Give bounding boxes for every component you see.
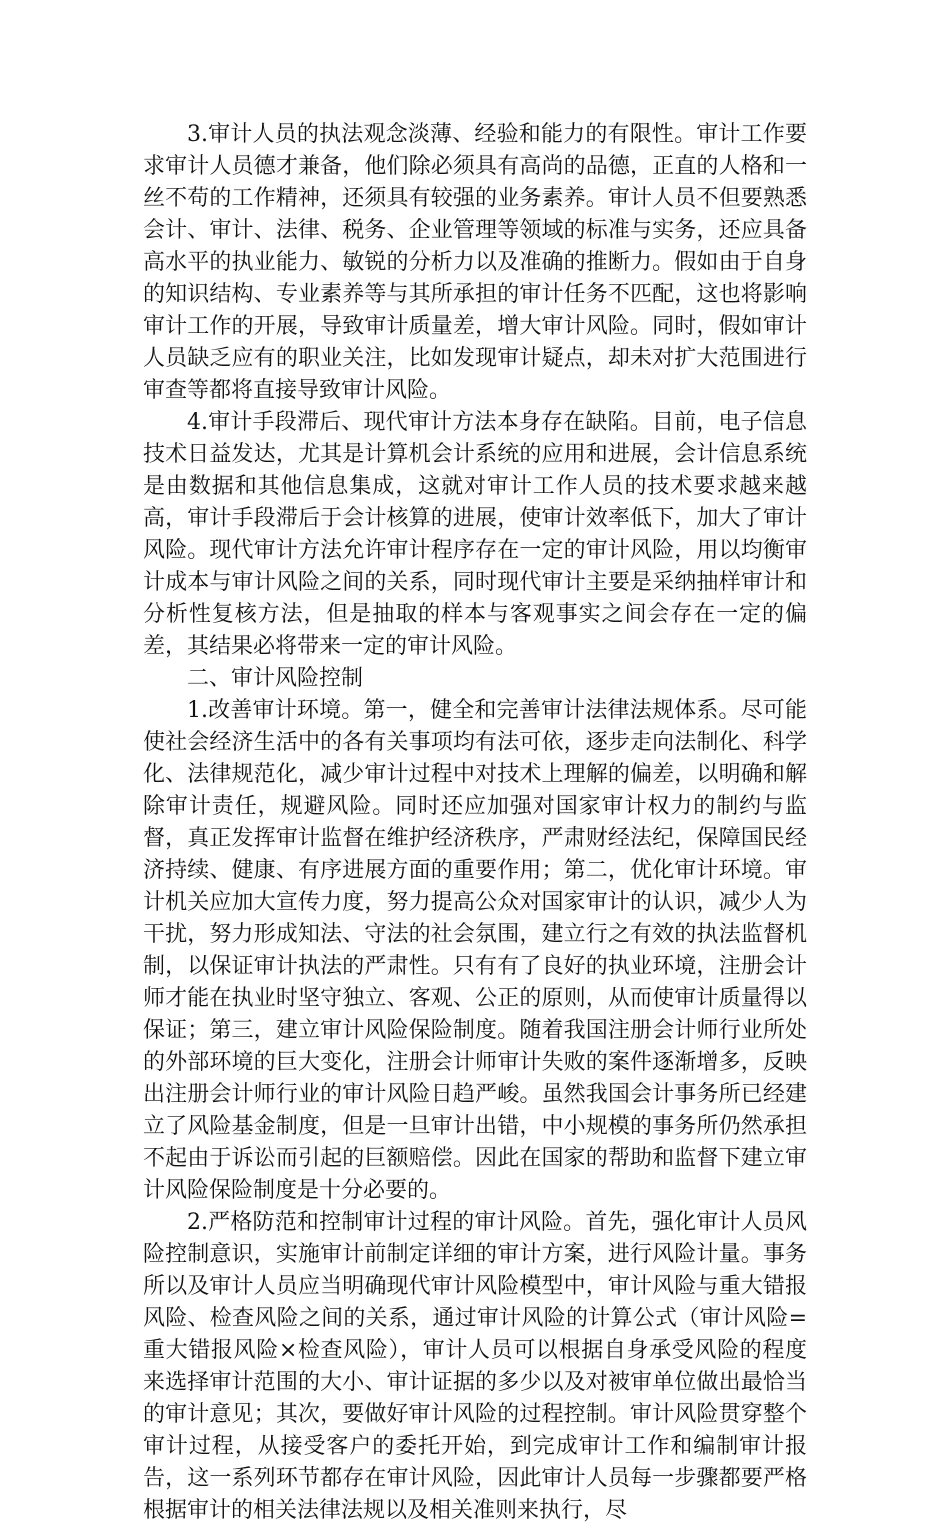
paragraph-control-1: 1.改善审计环境。第一，健全和完善审计法律法规体系。尽可能使社会经济生活中的各有关事项均有法可依，逐步走向法制化、科学化、法律规范化，减少审计过程中对技术上理解的偏差，以明确和解除审计责任，规避风险。同时还应加强对国家审计权力的制约与监督，真正发挥审计监督在维护经济秩序，严肃财经法纪，保障国民经济持续、健康、有序进展方面的重要作用；第二，优化审计环境。审计机关应加大宣传力度，努力提高公众对国家审计的认识，减少人为干扰，努力形成知法、守法的社会氛围，建立行之有效的执法监督机制，以保证审计执法的严肃性。只有有了良好的执业环境，注册会计师才能在执业时坚守独立、客观、公正的原则，从而使审计质量得以保证；第三，建立审计风险保险制度。随着我国注册会计师行业所处的外部环境的巨大变化，注册会计师审计失败的案件逐渐增多，反映出注册会计师行业的审计风险日趋严峻。虽然我国会计事务所已经建立了风险基金制度，但是一旦审计出错，中小规模的事务所仍然承担不起由于诉讼而引起的巨额赔偿。因此在国家的帮助和监督下建立审计风险保险制度是十分必要的。 <box>143 698 807 1203</box>
paragraph-control-2: 2.严格防范和控制审计过程的审计风险。首先，强化审计人员风险控制意识，实施审计前制定详细的审计方案，进行风险计量。事务所以及审计人员应当明确现代审计风险模型中，审计风险与重大错报风险、检查风险之间的关系，通过审计风险的计算公式（审计风险=重大错报风险×检查风险），审计人员可以根据自身承受风险的程度来选择审计范围的大小、审计证据的多少以及对被审单位做出最恰当的审计意见；其次，要做好审计风险的过程控制。审计风险贯穿整个审计过程，从接受客户的委托开始，到完成审计工作和编制审计报告，这一系列环节都存在审计风险，因此审计人员每一步骤都要严格根据审计的相关法律法规以及相关准则来执行，尽 <box>143 1210 807 1523</box>
paragraph-cause-3: 3.审计人员的执法观念淡薄、经验和能力的有限性。审计工作要求审计人员德才兼备，他们除必须具有高尚的品德，正直的人格和一丝不苟的工作精神，还须具有较强的业务素养。审计人员不但要熟悉会计、审计、法律、税务、企业管理等领域的标准与实务，还应具备高水平的执业能力、敏锐的分析力以及准确的推断力。假如由于自身的知识结构、专业素养等与其所承担的审计任务不匹配，这也将影响审计工作的开展，导致审计质量差，增大审计风险。同时，假如审计人员缺乏应有的职业关注，比如发现审计疑点，却未对扩大范围进行审查等都将直接导致审计风险。 <box>143 122 807 403</box>
paragraph-cause-4: 4.审计手段滞后、现代审计方法本身存在缺陷。目前，电子信息技术日益发达，尤其是计算机会计系统的应用和进展，会计信息系统是由数据和其他信息集成，这就对审计工作人员的技术要求越来越高，审计手段滞后于会计核算的进展，使审计效率低下，加大了审计风险。现代审计方法允许审计程序存在一定的审计风险，用以均衡审计成本与审计风险之间的关系，同时现代审计主要是采纳抽样审计和分析性复核方法，但是抽取的样本与客观事实之间会存在一定的偏差，其结果必将带来一定的审计风险。 <box>143 410 807 659</box>
section-heading: 二、审计风险控制 <box>187 666 364 691</box>
body-text <box>143 119 807 1527</box>
